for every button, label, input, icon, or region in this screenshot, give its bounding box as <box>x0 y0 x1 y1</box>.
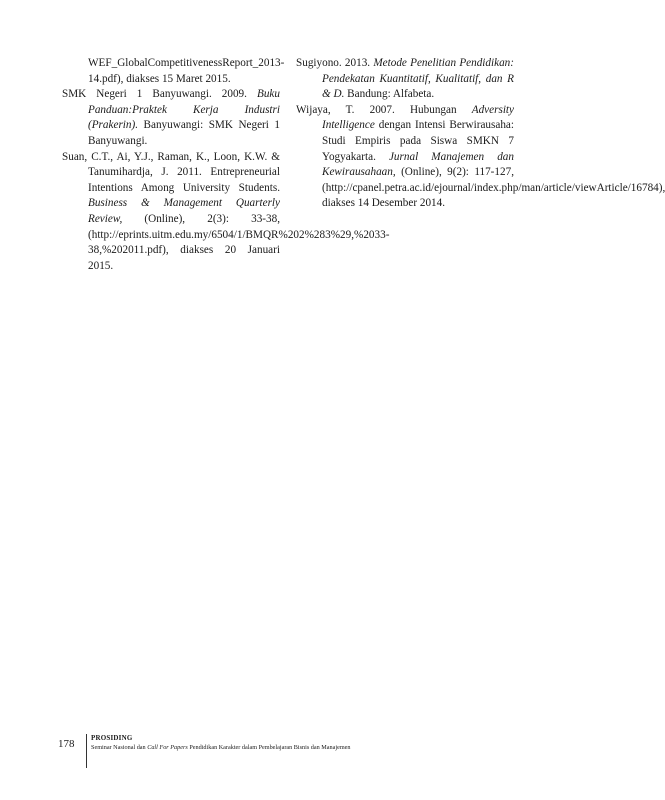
page-footer <box>58 734 518 770</box>
reference-italic-text: Jurnal Manajemen dan Kewirausahaan, <box>322 150 514 179</box>
reference-text: Bandung: Alfabeta. <box>344 88 435 101</box>
reference-entry <box>62 87 280 149</box>
reference-italic-text: Adversity Intelligence <box>322 103 514 132</box>
footer-text <box>91 734 511 752</box>
reference-entry <box>62 150 390 275</box>
reference-italic-text: Buku Panduan:Praktek Kerja Industri (Prakerin). <box>88 88 280 132</box>
reference-entry <box>296 56 514 103</box>
reference-text: dengan Intensi Berwirausaha: Studi Empiris pada Siswa SMKN 7 Yogyakarta. <box>322 119 514 163</box>
footer-title: PROSIDING <box>91 734 133 742</box>
footer-subtitle <box>91 743 511 752</box>
reference-text: SMK Negeri 1 Banyuwangi. 2009. <box>62 88 257 101</box>
reference-entry <box>296 103 665 212</box>
reference-text: (Online), 2(3): 33-38, (http://eprints.uitm.edu.my/6504/1/BMQR%202%283%29,%2033-38,%202011.pdf), diakses 20 Januari 2015. <box>88 212 390 272</box>
references-right-column <box>296 56 665 212</box>
reference-entry <box>62 56 285 87</box>
reference-text: Sugiyono. 2013. <box>296 57 374 69</box>
footer-subtitle-italic: Call For Papers <box>147 744 188 751</box>
reference-text: (Online), 9(2): 117-127, (http://cpanel.petra.ac.id/ejournal/index.php/man/article/viewArticle/16784), diakses 14 Desember 2014. <box>322 166 665 210</box>
page-number: 178 <box>58 738 75 750</box>
footer-subtitle-before: Seminar Nasional dan <box>91 744 148 751</box>
reference-italic-text: Business & Management Quarterly Review, <box>88 197 280 225</box>
footer-divider <box>86 734 87 768</box>
footer-subtitle-after: Pendidikan Karakter dalam Pembelajaran Bisnis dan Manajemen <box>187 744 351 751</box>
reference-text: Wijaya, T. 2007. Hubungan <box>296 103 472 116</box>
reference-text: Banyuwangi: SMK Negeri 1 Banyuwangi. <box>88 119 280 147</box>
reference-italic-text: Metode Penelitian Pendidikan: Pendekatan Kuantitatif, Kualitatif, dan R & D. <box>322 57 514 101</box>
reference-text: Suan, C.T., Ai, Y.J., Raman, K., Loon, K.W. & Tanumihardja, J. 2011. Entrepreneurial Intentions Among University Students. <box>62 150 280 194</box>
reference-text: WEF_GlobalCompetitivenessReport_2013-14.pdf), diakses 15 Maret 2015. <box>88 57 285 85</box>
